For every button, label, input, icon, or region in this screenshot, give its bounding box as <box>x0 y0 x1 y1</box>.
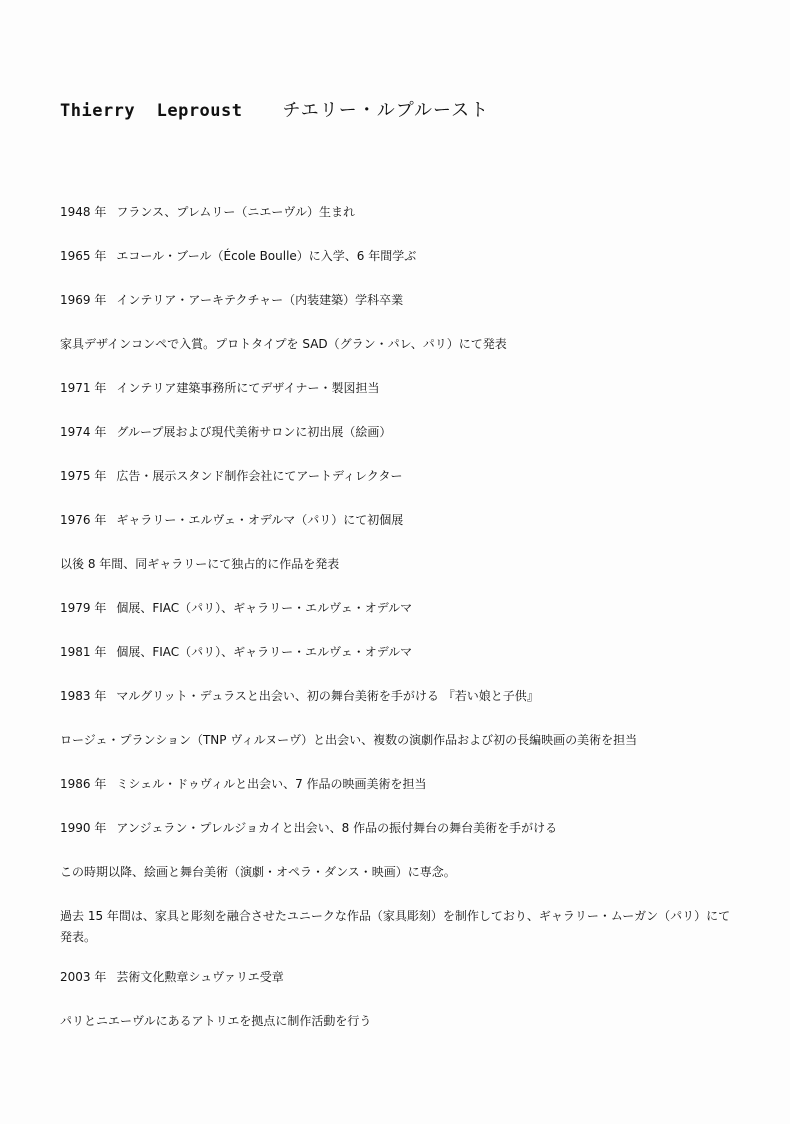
biography-entry <box>60 422 740 443</box>
entry-year: 1976 年 <box>60 513 107 527</box>
entry-year: 1971 年 <box>60 381 107 395</box>
biography-entry <box>60 290 740 311</box>
document-title <box>60 96 489 122</box>
entry-year: 1948 年 <box>60 205 107 219</box>
entry-text: 個展、FIAC（パリ）、ギャラリー・エルヴェ・オデルマ <box>116 645 413 659</box>
biography-entry <box>60 202 740 223</box>
entry-year: 1969 年 <box>60 293 107 307</box>
entry-year: 1975 年 <box>60 469 107 483</box>
entry-text: 過去 15 年間は、家具と彫刻を融合させたユニークな作品（家具彫刻）を制作しており、ギャラリー・ムーガン（パリ）にて発表。 <box>60 909 731 944</box>
biography-entry <box>60 774 740 795</box>
entry-text: 芸術文化勲章シュヴァリエ受章 <box>116 970 284 984</box>
entry-year: 1981 年 <box>60 645 107 659</box>
entry-year: 1974 年 <box>60 425 107 439</box>
entry-text: マルグリット・デュラスと出会い、初の舞台美術を手がける 『若い娘と子供』 <box>116 689 539 703</box>
entry-text: 広告・展示スタンド制作会社にてアートディレクター <box>116 469 403 483</box>
entry-year: 1986 年 <box>60 777 107 791</box>
biography-entry <box>60 642 740 663</box>
entry-year: 1983 年 <box>60 689 107 703</box>
entry-text: フランス、プレムリー（ニエーヴル）生まれ <box>116 205 356 219</box>
biography-entry <box>60 554 740 575</box>
entry-text: インテリア・アーキテクチャー（内装建築）学科卒業 <box>116 293 404 307</box>
title-japanese-name: チエリー・ルプルースト <box>282 100 490 121</box>
biography-entry <box>60 730 740 751</box>
title-latin-name: Thierry Leproust <box>60 101 243 121</box>
biography-entry <box>60 686 740 707</box>
entry-year: 2003 年 <box>60 970 107 984</box>
entry-text: ミシェル・ドゥヴィルと出会い、7 作品の映画美術を担当 <box>116 777 427 791</box>
biography-entry <box>60 378 740 399</box>
entry-year: 1965 年 <box>60 249 107 263</box>
entry-text: この時期以降、絵画と舞台美術（演劇・オペラ・ダンス・映画）に専念。 <box>60 865 456 879</box>
entry-year: 1979 年 <box>60 601 107 615</box>
entry-text: 個展、FIAC（パリ）、ギャラリー・エルヴェ・オデルマ <box>116 601 413 615</box>
entry-text: ロージェ・プランション（TNP ヴィルヌーヴ）と出会い、複数の演劇作品および初の長編映画の美術を担当 <box>60 733 638 747</box>
entry-text: 以後 8 年間、同ギャラリーにて独占的に作品を発表 <box>60 557 340 571</box>
biography-entry <box>60 246 740 267</box>
biography-entry <box>60 598 740 619</box>
biography-entry <box>60 510 740 531</box>
biography-list <box>60 202 740 1055</box>
biography-entry <box>60 1011 740 1032</box>
entry-text: ギャラリー・エルヴェ・オデルマ（パリ）にて初個展 <box>116 513 404 527</box>
entry-text: アンジェラン・プレルジョカイと出会い、8 作品の振付舞台の舞台美術を手がける <box>116 821 558 835</box>
biography-entry <box>60 818 740 839</box>
entry-text: エコール・ブール（École Boulle）に入学、6 年間学ぶ <box>116 249 417 263</box>
biography-entry <box>60 466 740 487</box>
entry-text: 家具デザインコンペで入賞。プロトタイプを SAD（グラン・パレ、パリ）にて発表 <box>60 337 507 351</box>
entry-text: グループ展および現代美術サロンに初出展（絵画） <box>116 425 392 439</box>
entry-text: パリとニエーヴルにあるアトリエを拠点に制作活動を行う <box>60 1014 372 1028</box>
entry-year: 1990 年 <box>60 821 107 835</box>
biography-entry <box>60 862 740 883</box>
entry-text: インテリア建築事務所にてデザイナー・製図担当 <box>116 381 380 395</box>
biography-entry <box>60 334 740 355</box>
biography-entry <box>60 967 740 988</box>
biography-entry <box>60 906 740 948</box>
